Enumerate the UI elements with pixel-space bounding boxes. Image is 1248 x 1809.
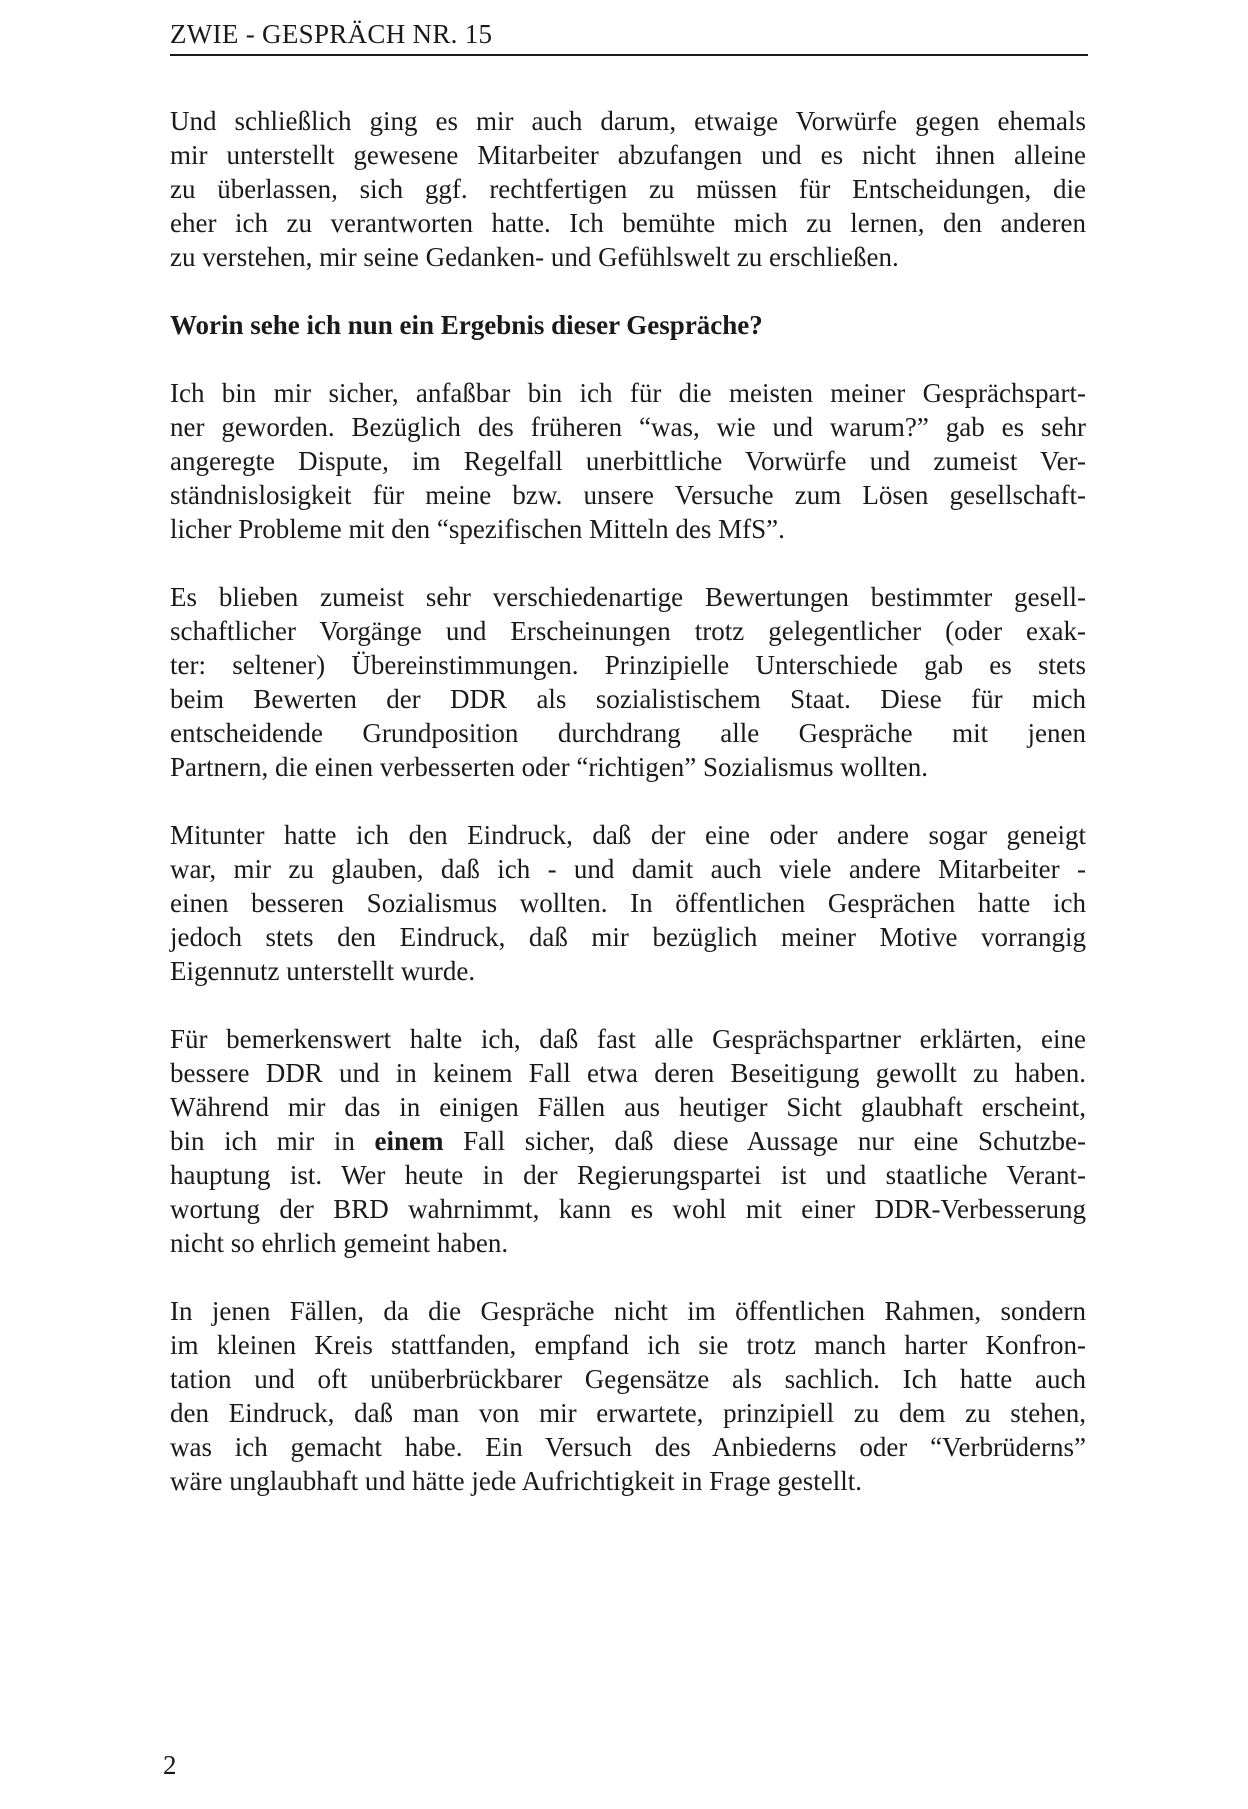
text-line: wortung der BRD wahrnimmt, kann es wohl mit einer DDR-Verbesserung — [170, 1194, 1086, 1224]
text-line: mir unterstellt gewesene Mitarbeiter abzufangen und es nicht ihnen alleine — [170, 140, 1086, 170]
text-line: nicht so ehrlich gemeint haben. — [170, 1228, 509, 1258]
text-line: einen besseren Sozialismus wollten. In öffentlichen Gesprächen hatte ich — [170, 888, 1086, 918]
section-heading: Worin sehe ich nun ein Ergebnis dieser Gespräche? — [170, 310, 763, 340]
text-line: bin ich mir in einem Fall sicher, daß diese Aussage nur eine Schutzbe- — [170, 1126, 1087, 1156]
text-line: Es blieben zumeist sehr verschiedenartige Bewertungen bestimmter gesell- — [170, 582, 1086, 612]
header-rule — [170, 54, 1088, 56]
text-line: ständnislosigkeit für meine bzw. unsere Versuche zum Lösen gesellschaft- — [170, 480, 1086, 510]
paragraph — [170, 580, 1086, 784]
text-line: eher ich zu verantworten hatte. Ich bemühte mich zu lernen, den anderen — [170, 208, 1086, 238]
text-line: schaftlicher Vorgänge und Erscheinungen trotz gelegentlicher (oder exak- — [170, 616, 1086, 646]
page-number: 2 — [163, 1750, 177, 1780]
text-line: Für bemerkenswert halte ich, daß fast alle Gesprächspartner erklärten, eine — [170, 1024, 1086, 1054]
body-text — [170, 104, 1086, 1532]
running-header: ZWIE - GESPRÄCH NR. 15 — [170, 19, 493, 49]
paragraph — [170, 1294, 1086, 1498]
text-line: wäre unglaubhaft und hätte jede Aufrichtigkeit in Frage gestellt. — [170, 1466, 863, 1496]
paragraph — [170, 376, 1086, 546]
text-line: zu überlassen, sich ggf. rechtfertigen zu müssen für Entscheidungen, die — [170, 174, 1086, 204]
text-line: licher Probleme mit den “spezifischen Mitteln des MfS”. — [170, 514, 785, 544]
text-line: beim Bewerten der DDR als sozialistischem Staat. Diese für mich — [170, 684, 1086, 714]
text-line: In jenen Fällen, da die Gespräche nicht im öffentlichen Rahmen, sondern — [170, 1296, 1086, 1326]
text-line: Während mir das in einigen Fällen aus heutiger Sicht glaubhaft erscheint, — [170, 1092, 1086, 1122]
text-line: im kleinen Kreis stattfanden, empfand ich sie trotz manch harter Konfron- — [170, 1330, 1086, 1360]
paragraph — [170, 818, 1086, 988]
text-line: ter: seltener) Übereinstimmungen. Prinzipielle Unterschiede gab es stets — [170, 650, 1086, 680]
text-line: tation und oft unüberbrückbarer Gegensätze als sachlich. Ich hatte auch — [170, 1364, 1086, 1394]
text-line: Ich bin mir sicher, anfaßbar bin ich für die meisten meiner Gesprächspart- — [170, 378, 1086, 408]
text-line: entscheidende Grundposition durchdrang alle Gespräche mit jenen — [170, 718, 1086, 748]
emphasis-word: einem — [374, 1126, 444, 1156]
text-line: Und schließlich ging es mir auch darum, etwaige Vorwürfe gegen ehemals — [170, 106, 1086, 136]
text-line: Partnern, die einen verbesserten oder “richtigen” Sozialismus wollten. — [170, 752, 929, 782]
text-line: angeregte Dispute, im Regelfall unerbittliche Vorwürfe und zumeist Ver- — [170, 446, 1086, 476]
text-line: Eigennutz unterstellt wurde. — [170, 956, 476, 986]
text-line: bessere DDR und in keinem Fall etwa deren Beseitigung gewollt zu haben. — [170, 1058, 1086, 1088]
paragraph — [170, 1022, 1086, 1260]
paragraph — [170, 104, 1086, 274]
text-line: hauptung ist. Wer heute in der Regierungspartei ist und staatliche Verant- — [170, 1160, 1086, 1190]
text-line: zu verstehen, mir seine Gedanken- und Gefühlswelt zu erschließen. — [170, 242, 899, 272]
text-line: Mitunter hatte ich den Eindruck, daß der eine oder andere sogar geneigt — [170, 820, 1086, 850]
section-paragraphs — [170, 376, 1086, 1498]
intro-paragraphs — [170, 104, 1086, 274]
text-line: ner geworden. Bezüglich des früheren “was, wie und warum?” gab es sehr — [170, 412, 1086, 442]
text-line: den Eindruck, daß man von mir erwartete, prinzipiell zu dem zu stehen, — [170, 1398, 1086, 1428]
text-line: was ich gemacht habe. Ein Versuch des Anbiederns oder “Verbrüderns” — [170, 1432, 1086, 1462]
text-line: war, mir zu glauben, daß ich - und damit auch viele andere Mitarbeiter - — [170, 854, 1086, 884]
text-line: jedoch stets den Eindruck, daß mir bezüglich meiner Motive vorrangig — [170, 922, 1086, 952]
